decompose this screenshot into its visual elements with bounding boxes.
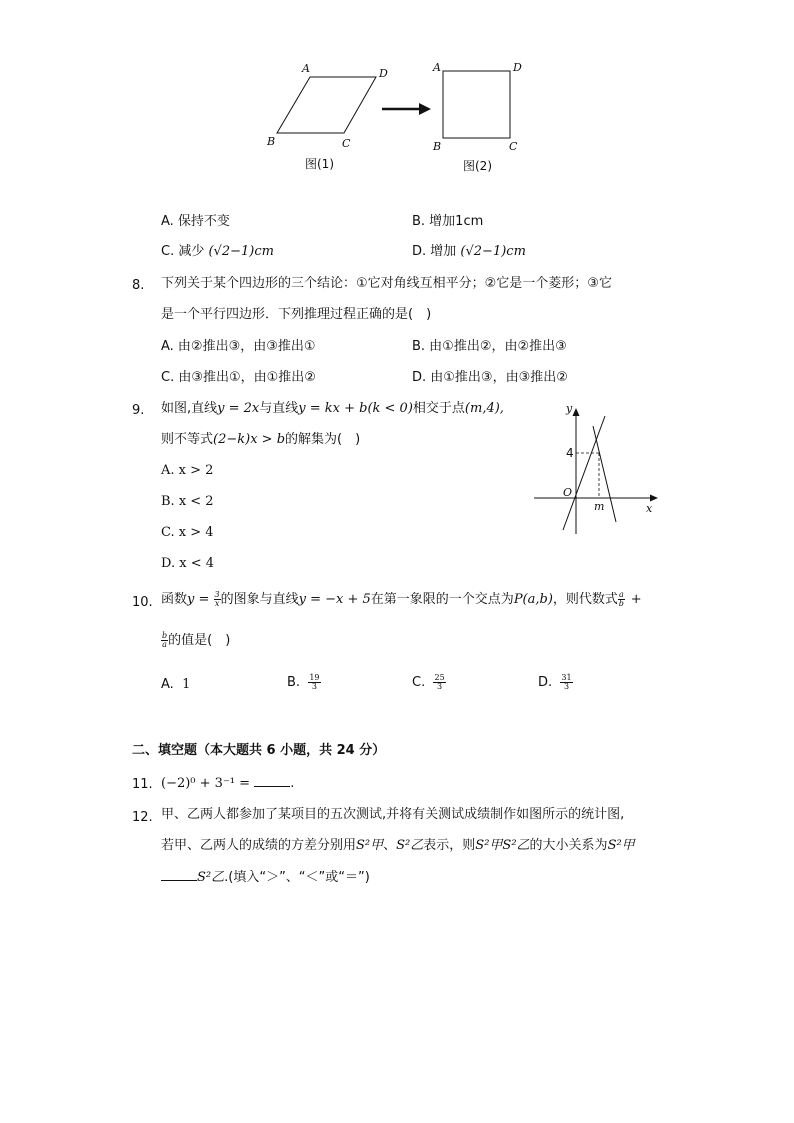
q12-answer-blank[interactable] — [161, 868, 197, 881]
q12-stem-line3 — [161, 868, 370, 887]
q9-eq2: y = kx + b(k < 0) — [298, 401, 413, 416]
q9-inequality: (2−k)x > b — [213, 432, 286, 447]
q12-variance-jia: S²甲 — [356, 838, 384, 853]
q10-option-b — [287, 674, 321, 692]
q10-option-a — [161, 676, 190, 694]
frac-denominator: b — [618, 599, 624, 608]
fig1-caption: 图(1) — [305, 157, 334, 171]
q10-text: 的值是( ) — [168, 633, 231, 648]
q9-option-b: B. x < 2 — [161, 494, 214, 509]
fig2-vertex-c: C — [509, 140, 518, 153]
q8-option-d: D. 由①推出③，由③推出② — [412, 370, 568, 385]
option-label: C. — [412, 675, 426, 690]
q11-period: . — [290, 776, 295, 791]
q9-text: 的解集为( ) — [285, 432, 361, 447]
frac-denominator: 3 — [437, 682, 443, 691]
q7-option-c — [161, 243, 274, 261]
q12-stem-line2 — [161, 837, 635, 855]
fig1-vertex-d: D — [379, 67, 388, 80]
q10-number: 10. — [132, 595, 153, 610]
q8-stem-line1: 下列关于某个四边形的三个结论：①它对角线互相平分；②它是一个菱形；③它 — [161, 276, 612, 291]
frac-numerator: b — [162, 631, 168, 640]
frac-denominator: 3 — [311, 682, 317, 691]
y-axis-arrow-icon — [573, 408, 580, 416]
q9-text: 与直线 — [259, 401, 299, 416]
fig2-vertex-d: D — [513, 61, 522, 74]
q9-number: 9. — [132, 403, 145, 418]
q10-fraction-3-over-x — [214, 591, 221, 608]
frac-numerator: a — [618, 590, 624, 599]
arrow-right-icon — [382, 103, 431, 115]
q9-option-a: A. x > 2 — [161, 463, 214, 478]
q12-variance-jia: S²甲 — [607, 838, 635, 853]
section-2-title: 二、填空题（本大题共 6 小题，共 24 分） — [132, 743, 386, 758]
q11-stem — [161, 774, 294, 793]
frac-denominator: 3 — [563, 682, 570, 691]
frac-numerator: 25 — [434, 673, 445, 682]
fig2-caption: 图(2) — [463, 159, 492, 173]
q9-eq1: y = 2x — [217, 401, 260, 416]
fig1-vertex-a: A — [302, 62, 310, 75]
fig2-vertex-b: B — [433, 140, 442, 153]
q7-option-d-expr: (√2−1)cm — [460, 244, 526, 259]
q9-stem-line2 — [161, 431, 360, 449]
q10-stem-line2 — [161, 632, 230, 650]
option-label: A. — [161, 677, 174, 692]
fig2-vertex-a: A — [433, 61, 441, 74]
q11-answer-blank[interactable] — [254, 774, 290, 787]
q9-stem-line1 — [161, 400, 504, 418]
option-fraction — [560, 674, 572, 691]
q8-stem-line2: 是一个平行四边形．下列推理过程正确的是( ) — [161, 307, 432, 322]
frac-denominator: x — [214, 599, 220, 608]
q10-text: 函数 — [161, 592, 188, 607]
q11-expression: (−2)⁰ + 3⁻¹ = — [161, 776, 251, 791]
y-tick-label: 4 — [566, 446, 574, 460]
q10-text: 在第一象限的一个交点为 — [370, 592, 514, 607]
parallelogram-abcd — [277, 77, 376, 133]
q10-plus: + — [630, 592, 642, 607]
frac-numerator: 31 — [561, 673, 572, 682]
q12-text: 表示，则 — [423, 838, 476, 853]
q12-text: 若甲、乙两人的成绩的方差分别用 — [161, 838, 357, 853]
q8-number: 8. — [132, 278, 145, 293]
frac-denominator: a — [162, 640, 167, 649]
option-label: B. — [287, 675, 301, 690]
q12-variance-yi: S²乙 — [502, 838, 530, 853]
q7-option-c-expr: (√2−1)cm — [208, 244, 274, 259]
q8-option-a: A. 由②推出③，由③推出① — [161, 339, 316, 354]
x-tick-label: m — [594, 500, 605, 513]
q10-fraction-a-over-b — [618, 591, 625, 608]
q12-variance-jia: S²甲 — [475, 838, 503, 853]
frac-numerator: 3 — [214, 590, 220, 599]
option-fraction — [308, 674, 320, 691]
q11-number: 11. — [132, 777, 153, 792]
q10-line-eq: y = −x + 5 — [298, 592, 371, 607]
q12-variance-yi: S²乙 — [396, 838, 424, 853]
q10-point: P(a,b) — [513, 592, 553, 607]
q9-text: 如图,直线 — [161, 401, 218, 416]
q12-separator: 、 — [383, 838, 397, 853]
option-label: D. — [538, 675, 553, 690]
q7-option-b: B. 增加1cm — [412, 214, 484, 229]
q12-variance-yi: S²乙 — [197, 870, 225, 885]
q9-text: 相交于点 — [412, 401, 465, 416]
square-abcd — [443, 71, 510, 138]
figure-parallelogram-to-square — [255, 55, 545, 180]
q9-option-d: D. x < 4 — [161, 556, 214, 571]
q12-number: 12. — [132, 810, 153, 825]
q9-text: 则不等式 — [161, 432, 214, 447]
q10-text: 的图象与直线 — [220, 592, 299, 607]
fig1-vertex-c: C — [342, 137, 351, 150]
option-fraction — [433, 674, 445, 691]
x-axis-label: x — [646, 502, 653, 515]
q9-option-c: C. x > 4 — [161, 525, 214, 540]
q7-option-a: A. 保持不变 — [161, 214, 230, 229]
q8-option-b: B. 由①推出②，由②推出③ — [412, 339, 567, 354]
q10-text: ，则代数式 — [552, 592, 618, 607]
y-axis-label: y — [566, 402, 573, 415]
q10-stem-line1 — [161, 591, 642, 609]
q12-text: 的大小关系为 — [529, 838, 608, 853]
q7-option-d-label: D. 增加 — [412, 244, 457, 259]
origin-label: O — [563, 486, 573, 499]
q9-point: (m,4), — [464, 401, 504, 416]
q10-option-c — [412, 674, 446, 692]
q10-option-d — [538, 674, 573, 692]
option-value: 1 — [182, 677, 191, 692]
q12-stem-line1: 甲、乙两人都参加了某项目的五次测试,并将有关测试成绩制作如图所示的统计图, — [161, 807, 625, 822]
q7-option-d — [412, 243, 526, 261]
q12-text: .(填入“＞”、“＜”或“＝”) — [224, 870, 370, 885]
q10-y-eq: y = — [187, 592, 214, 607]
frac-numerator: 19 — [309, 673, 320, 682]
q7-option-c-label: C. 减少 — [161, 244, 205, 259]
fig1-vertex-b: B — [267, 135, 276, 148]
q8-option-c: C. 由③推出①，由①推出② — [161, 370, 316, 385]
q9-graph — [530, 396, 665, 538]
x-axis-arrow-icon — [650, 495, 658, 502]
